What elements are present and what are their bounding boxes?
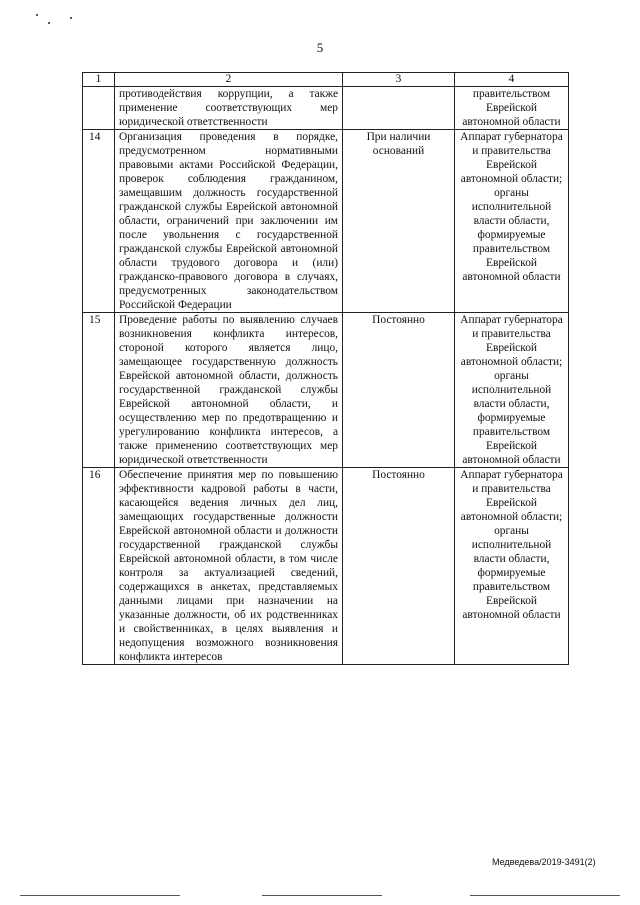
row-number: 15 xyxy=(83,313,115,468)
executor-cell: правительством Еврейской автономной области xyxy=(455,87,569,130)
document-code: Медведева/2019-3491(2) xyxy=(492,857,596,867)
bottom-divider xyxy=(262,895,382,896)
bottom-divider xyxy=(470,895,620,896)
row-number: 16 xyxy=(83,468,115,665)
table-row xyxy=(83,87,569,130)
header-cell-4: 4 xyxy=(455,73,569,87)
measures-table xyxy=(82,72,569,665)
header-cell-1: 1 xyxy=(83,73,115,87)
scan-speck xyxy=(36,14,38,16)
scan-speck xyxy=(70,17,72,19)
scan-speck xyxy=(48,22,50,24)
executor-cell: Аппарат губернатора и правительства Еврейской автономной области; органы исполнительной власти области, формируемые правительством Еврейской автономной области xyxy=(455,468,569,665)
page-number: 5 xyxy=(316,40,324,55)
term-cell xyxy=(343,87,455,130)
bottom-divider xyxy=(20,895,180,896)
table-header-row xyxy=(83,73,569,87)
row-number xyxy=(83,87,115,130)
measure-text: Организация проведения в порядке, предусмотренном нормативными правовыми актами Российской Федерации, проверок соблюдения гражданином, замещавшим должность государственной гражданской службы Еврейской автономной области, ограничений при заключении им после увольнения с государственной гражданской службы Еврейской автономной области трудового договора и (или) гражданско-правового договора в случаях, предусмотренных законодательством Российской Федерации xyxy=(115,130,343,313)
row-number: 14 xyxy=(83,130,115,313)
header-cell-2: 2 xyxy=(115,73,343,87)
table-row xyxy=(83,468,569,665)
table-row xyxy=(83,130,569,313)
term-cell: При наличии оснований xyxy=(343,130,455,313)
measure-text: Проведение работы по выявлению случаев возникновения конфликта интересов, стороной которого является лицо, замещающее государственную должность Еврейской автономной области, должность государственной гражданской службы Еврейской автономной области, и осуществлению мер по предотвращению и урегулированию конфликта интересов, а также применению соответствующих мер юридической ответственности xyxy=(115,313,343,468)
executor-cell: Аппарат губернатора и правительства Еврейской автономной области; органы исполнительной власти области, формируемые правительством Еврейской автономной области xyxy=(455,313,569,468)
measure-text: противодействия коррупции, а также применение соответствующих мер юридической ответственности xyxy=(115,87,343,130)
executor-cell: Аппарат губернатора и правительства Еврейской автономной области; органы исполнительной власти области, формируемые правительством Еврейской автономной области xyxy=(455,130,569,313)
term-cell: Постоянно xyxy=(343,313,455,468)
table-row xyxy=(83,313,569,468)
measure-text: Обеспечение принятия мер по повышению эффективности кадровой работы в части, касающейся ведения личных дел лиц, замещающих государственные должности Еврейской автономной области и должности государственной гражданской службы Еврейской автономной области, в том числе контроля за актуализацией сведений, содержащихся в анкетах, представляемых данными лицами при назначении на указанные должности, об их родственниках и свойственниках, в целях выявления и недопущения возможного возникновения конфликта интересов xyxy=(115,468,343,665)
header-cell-3: 3 xyxy=(343,73,455,87)
term-cell: Постоянно xyxy=(343,468,455,665)
